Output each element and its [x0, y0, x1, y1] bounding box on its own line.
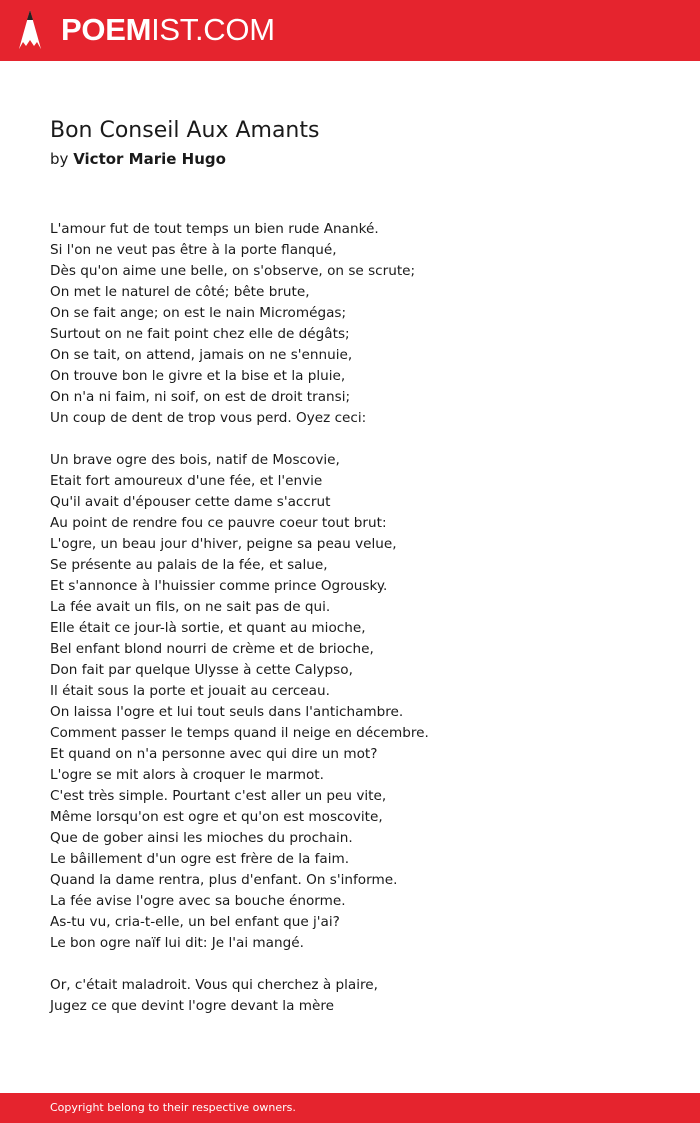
poem-author: Victor Marie Hugo: [73, 150, 226, 168]
poem-line: Si l'on ne veut pas être à la porte flanqué,: [50, 242, 337, 258]
poem-line: Don fait par quelque Ulysse à cette Calypso,: [50, 662, 353, 678]
poem-line: Elle était ce jour-là sortie, et quant au mioche,: [50, 620, 366, 636]
poem-line: Le bon ogre naïf lui dit: Je l'ai mangé.: [50, 935, 304, 951]
poem-line: Le bâillement d'un ogre est frère de la faim.: [50, 851, 350, 867]
poem-line: C'est très simple. Pourtant c'est aller un peu vite,: [50, 788, 387, 804]
poem-line: Qu'il avait d'épouser cette dame s'accrut: [50, 494, 331, 510]
poem-line: On n'a ni faim, ni soif, on est de droit transi;: [50, 389, 351, 405]
brand-light: IST.COM: [151, 12, 275, 47]
pencil-icon[interactable]: [17, 9, 43, 51]
poem-line: On met le naturel de côté; bête brute,: [50, 284, 310, 300]
copyright-notice: Copyright belong to their respective owners.: [50, 1101, 296, 1114]
poem-line: Comment passer le temps quand il neige en décembre.: [50, 725, 429, 741]
poem-line: Que de gober ainsi les mioches du prochain.: [50, 830, 353, 846]
poem-line: On trouve bon le givre et la bise et la pluie,: [50, 368, 346, 384]
poem-line: L'amour fut de tout temps un bien rude Ananké.: [50, 221, 379, 237]
poem-line: On se tait, on attend, jamais on ne s'ennuie,: [50, 347, 353, 363]
poem-line: Et quand on n'a personne avec qui dire un mot?: [50, 746, 378, 762]
brand-bold: POEM: [61, 12, 152, 47]
poem-title: Bon Conseil Aux Amants: [50, 118, 320, 143]
poem-line: L'ogre, un beau jour d'hiver, peigne sa peau velue,: [50, 536, 397, 552]
site-header: [0, 0, 700, 61]
stanza-break: [50, 954, 670, 975]
poem-line: Surtout on ne fait point chez elle de dégâts;: [50, 326, 350, 342]
poem-line: On laissa l'ogre et lui tout seuls dans l'antichambre.: [50, 704, 404, 720]
poem-line: On se fait ange; on est le nain Micromégas;: [50, 305, 347, 321]
poem-line: La fée avait un fils, on ne sait pas de qui.: [50, 599, 331, 615]
poem-line: Bel enfant blond nourri de crème et de brioche,: [50, 641, 374, 657]
poem-line: Il était sous la porte et jouait au cerceau.: [50, 683, 330, 699]
poem-line: La fée avise l'ogre avec sa bouche énorme.: [50, 893, 346, 909]
poem-line: Se présente au palais de la fée, et salue,: [50, 557, 328, 573]
poem-line: Or, c'était maladroit. Vous qui cherchez à plaire,: [50, 977, 378, 993]
stanza-break: [50, 429, 670, 450]
poem-byline: [50, 149, 226, 169]
poem-body: [50, 219, 670, 1017]
poem-line: Un brave ogre des bois, natif de Moscovie,: [50, 452, 340, 468]
poem-line: Dès qu'on aime une belle, on s'observe, on se scrute;: [50, 263, 416, 279]
poem-line: Au point de rendre fou ce pauvre coeur tout brut:: [50, 515, 387, 531]
site-footer: [0, 1093, 700, 1123]
poem-line: L'ogre se mit alors à croquer le marmot.: [50, 767, 324, 783]
poem-line: As-tu vu, cria-t-elle, un bel enfant que j'ai?: [50, 914, 340, 930]
poem-line: Etait fort amoureux d'une fée, et l'envie: [50, 473, 323, 489]
poem-line: Quand la dame rentra, plus d'enfant. On s'informe.: [50, 872, 398, 888]
site-logo-text[interactable]: [61, 12, 275, 48]
poem-line: Même lorsqu'on est ogre et qu'on est moscovite,: [50, 809, 383, 825]
poem-line: Et s'annonce à l'huissier comme prince Ogrousky.: [50, 578, 388, 594]
poem-line: Un coup de dent de trop vous perd. Oyez ceci:: [50, 410, 367, 426]
by-prefix: by: [50, 150, 69, 168]
poem-line: Jugez ce que devint l'ogre devant la mère: [50, 998, 334, 1014]
